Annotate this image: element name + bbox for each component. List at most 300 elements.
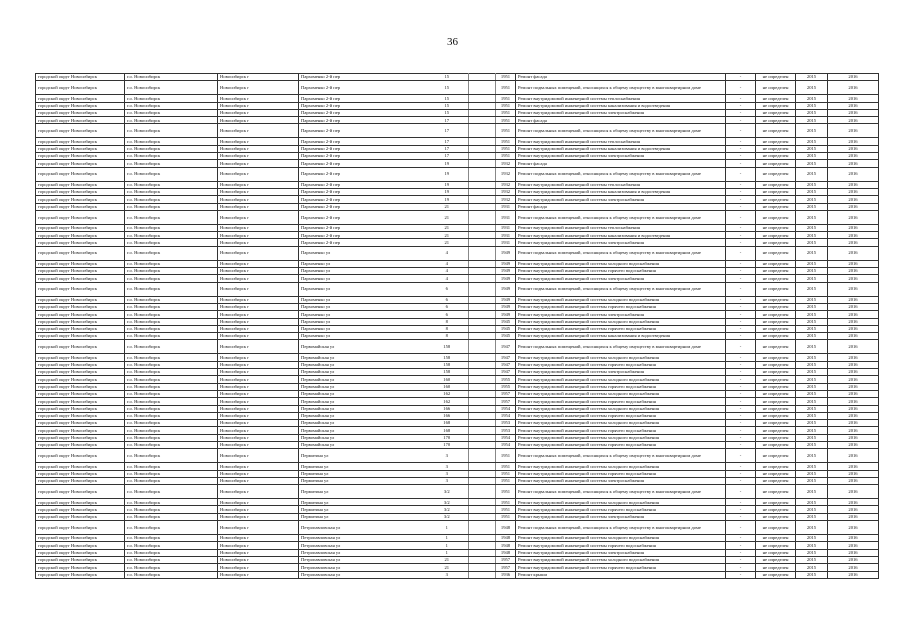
cost-status-cell: не определен	[756, 124, 796, 138]
table-row	[36, 477, 879, 484]
dash-value-cell: -	[726, 95, 756, 102]
dash-value-cell: -	[726, 556, 756, 563]
start-year-cell: 2015	[796, 420, 828, 427]
municipal-district-cell: г.о. Новосибирск	[125, 167, 218, 181]
municipality-cell: городской округ Новосибирск	[36, 398, 125, 405]
street-cell: Пархоменко 2-й пер	[299, 117, 426, 124]
year-built-cell: 1947	[496, 369, 516, 376]
city-cell: Новосибирск г	[218, 477, 299, 484]
street-cell: Пархоменко ул	[299, 246, 426, 260]
empty-cell	[469, 210, 496, 224]
empty-cell	[469, 405, 496, 412]
empty-cell	[469, 81, 496, 95]
work-type-cell: Ремонт подвальных помещений, относящихся к общему имуществу в многоквартирном доме	[516, 167, 726, 181]
year-built-cell: 1931	[496, 203, 516, 210]
start-year-cell: 2015	[796, 449, 828, 463]
municipal-district-cell: г.о. Новосибирск	[125, 470, 218, 477]
city-cell: Новосибирск г	[218, 311, 299, 318]
municipality-cell: городской округ Новосибирск	[36, 542, 125, 549]
municipality-cell: городской округ Новосибирск	[36, 81, 125, 95]
year-built-cell: 1951	[496, 102, 516, 109]
municipal-district-cell: г.о. Новосибирск	[125, 477, 218, 484]
year-built-cell: 1951	[496, 153, 516, 160]
street-cell: Пархоменко 2-й пер	[299, 188, 426, 195]
table-row	[36, 224, 879, 231]
municipality-cell: городской округ Новосибирск	[36, 499, 125, 506]
municipal-district-cell: г.о. Новосибирск	[125, 296, 218, 303]
street-cell: Первомайская ул	[299, 361, 426, 368]
city-cell: Новосибирск г	[218, 564, 299, 571]
year-built-cell: 1954	[496, 412, 516, 419]
municipality-cell: городской округ Новосибирск	[36, 246, 125, 260]
house-number-cell: 21	[426, 232, 469, 239]
year-built-cell: 1951	[496, 463, 516, 470]
house-number-cell: 15	[426, 102, 469, 109]
work-type-cell: Ремонт внутридомовой инженерной системы горячего водоснабжения	[516, 542, 726, 549]
year-built-cell: 1953	[496, 427, 516, 434]
year-built-cell: 1931	[496, 210, 516, 224]
start-year-cell: 2015	[796, 224, 828, 231]
table-row	[36, 398, 879, 405]
start-year-cell: 2015	[796, 117, 828, 124]
empty-cell	[469, 420, 496, 427]
street-cell: Первомайская ул	[299, 434, 426, 441]
municipality-cell: городской округ Новосибирск	[36, 427, 125, 434]
city-cell: Новосибирск г	[218, 542, 299, 549]
house-number-cell: 158	[426, 369, 469, 376]
dash-value-cell: -	[726, 102, 756, 109]
work-type-cell: Ремонт внутридомовой инженерной системы теплоснабжения	[516, 224, 726, 231]
city-cell: Новосибирск г	[218, 196, 299, 203]
house-number-cell: 1	[426, 549, 469, 556]
empty-cell	[469, 383, 496, 390]
dash-value-cell: -	[726, 506, 756, 513]
dash-value-cell: -	[726, 167, 756, 181]
table-row	[36, 434, 879, 441]
street-cell: Первомайская ул	[299, 405, 426, 412]
year-built-cell: 1949	[496, 311, 516, 318]
street-cell: Пархоменко 2-й пер	[299, 210, 426, 224]
street-cell: Пархоменко 2-й пер	[299, 181, 426, 188]
cost-status-cell: не определен	[756, 542, 796, 549]
work-type-cell: Ремонт внутридомовой инженерной системы холодного водоснабжения	[516, 556, 726, 563]
end-year-cell: 2016	[828, 167, 879, 181]
city-cell: Новосибирск г	[218, 181, 299, 188]
table-row	[36, 390, 879, 397]
work-type-cell: Ремонт подвальных помещений, относящихся к общему имуществу в многоквартирном доме	[516, 485, 726, 499]
start-year-cell: 2015	[796, 167, 828, 181]
municipal-district-cell: г.о. Новосибирск	[125, 549, 218, 556]
year-built-cell: 1947	[496, 354, 516, 361]
municipality-cell: городской округ Новосибирск	[36, 470, 125, 477]
work-type-cell: Ремонт внутридомовой инженерной системы холодного водоснабжения	[516, 260, 726, 267]
municipal-district-cell: г.о. Новосибирск	[125, 95, 218, 102]
cost-status-cell: не определен	[756, 138, 796, 145]
street-cell: Пархоменко ул	[299, 333, 426, 340]
city-cell: Новосибирск г	[218, 124, 299, 138]
dash-value-cell: -	[726, 369, 756, 376]
start-year-cell: 2015	[796, 325, 828, 332]
municipal-district-cell: г.о. Новосибирск	[125, 333, 218, 340]
dash-value-cell: -	[726, 325, 756, 332]
empty-cell	[469, 513, 496, 520]
table-body	[36, 74, 879, 579]
start-year-cell: 2015	[796, 145, 828, 152]
municipal-district-cell: г.о. Новосибирск	[125, 311, 218, 318]
street-cell: Петропавловская ул	[299, 521, 426, 535]
dash-value-cell: -	[726, 296, 756, 303]
year-built-cell: 1951	[496, 499, 516, 506]
table-row	[36, 333, 879, 340]
work-type-cell: Ремонт внутридомовой инженерной системы холодного водоснабжения	[516, 434, 726, 441]
table-row	[36, 311, 879, 318]
table-row	[36, 138, 879, 145]
start-year-cell: 2015	[796, 383, 828, 390]
empty-cell	[469, 268, 496, 275]
start-year-cell: 2015	[796, 434, 828, 441]
house-number-cell: 19	[426, 196, 469, 203]
table-row	[36, 383, 879, 390]
dash-value-cell: -	[726, 109, 756, 116]
municipal-district-cell: г.о. Новосибирск	[125, 74, 218, 81]
municipal-district-cell: г.о. Новосибирск	[125, 571, 218, 578]
municipal-district-cell: г.о. Новосибирск	[125, 275, 218, 282]
dash-value-cell: -	[726, 117, 756, 124]
table-row	[36, 102, 879, 109]
house-number-cell: 8	[426, 333, 469, 340]
empty-cell	[469, 485, 496, 499]
dash-value-cell: -	[726, 318, 756, 325]
dash-value-cell: -	[726, 412, 756, 419]
municipal-district-cell: г.о. Новосибирск	[125, 441, 218, 448]
table-row	[36, 376, 879, 383]
year-built-cell: 1951	[496, 117, 516, 124]
city-cell: Новосибирск г	[218, 275, 299, 282]
work-type-cell: Ремонт внутридомовой инженерной системы горячего водоснабжения	[516, 398, 726, 405]
city-cell: Новосибирск г	[218, 232, 299, 239]
municipal-district-cell: г.о. Новосибирск	[125, 542, 218, 549]
cost-status-cell: не определен	[756, 405, 796, 412]
dash-value-cell: -	[726, 124, 756, 138]
start-year-cell: 2015	[796, 470, 828, 477]
municipality-cell: городской округ Новосибирск	[36, 383, 125, 390]
year-built-cell: 1949	[496, 296, 516, 303]
year-built-cell: 1949	[496, 260, 516, 267]
dash-value-cell: -	[726, 260, 756, 267]
empty-cell	[469, 153, 496, 160]
municipal-district-cell: г.о. Новосибирск	[125, 160, 218, 167]
year-built-cell: 1931	[496, 224, 516, 231]
cost-status-cell: не определен	[756, 102, 796, 109]
city-cell: Новосибирск г	[218, 506, 299, 513]
municipal-district-cell: г.о. Новосибирск	[125, 412, 218, 419]
year-built-cell: 1951	[496, 74, 516, 81]
end-year-cell: 2016	[828, 109, 879, 116]
end-year-cell: 2016	[828, 160, 879, 167]
work-type-cell: Ремонт внутридомовой инженерной системы холодного водоснабжения	[516, 376, 726, 383]
table-row	[36, 145, 879, 152]
empty-cell	[469, 441, 496, 448]
dash-value-cell: -	[726, 564, 756, 571]
street-cell: Первомайская ул	[299, 369, 426, 376]
city-cell: Новосибирск г	[218, 138, 299, 145]
end-year-cell: 2016	[828, 556, 879, 563]
year-built-cell: 1947	[496, 340, 516, 354]
municipality-cell: городской округ Новосибирск	[36, 521, 125, 535]
street-cell: Пархоменко 2-й пер	[299, 196, 426, 203]
table-row	[36, 260, 879, 267]
empty-cell	[469, 196, 496, 203]
cost-status-cell: не определен	[756, 485, 796, 499]
cost-status-cell: не определен	[756, 470, 796, 477]
house-number-cell: 19	[426, 160, 469, 167]
year-built-cell: 1949	[496, 275, 516, 282]
dash-value-cell: -	[726, 383, 756, 390]
table-row	[36, 521, 879, 535]
empty-cell	[469, 246, 496, 260]
city-cell: Новосибирск г	[218, 390, 299, 397]
year-built-cell: 1949	[496, 246, 516, 260]
municipality-cell: городской округ Новосибирск	[36, 282, 125, 296]
house-number-cell: 17	[426, 138, 469, 145]
year-built-cell: 1949	[496, 282, 516, 296]
cost-status-cell: не определен	[756, 95, 796, 102]
municipality-cell: городской округ Новосибирск	[36, 303, 125, 310]
table-row	[36, 499, 879, 506]
table-row	[36, 564, 879, 571]
house-number-cell: 4	[426, 275, 469, 282]
municipal-district-cell: г.о. Новосибирск	[125, 420, 218, 427]
dash-value-cell: -	[726, 275, 756, 282]
municipal-district-cell: г.о. Новосибирск	[125, 303, 218, 310]
cost-status-cell: не определен	[756, 117, 796, 124]
work-type-cell: Ремонт внутридомовой инженерной системы холодного водоснабжения	[516, 463, 726, 470]
house-number-cell: 6	[426, 296, 469, 303]
house-number-cell: 21	[426, 556, 469, 563]
city-cell: Новосибирск г	[218, 246, 299, 260]
city-cell: Новосибирск г	[218, 109, 299, 116]
cost-status-cell: не определен	[756, 427, 796, 434]
street-cell: Петропавловская ул	[299, 556, 426, 563]
empty-cell	[469, 181, 496, 188]
empty-cell	[469, 311, 496, 318]
municipal-district-cell: г.о. Новосибирск	[125, 383, 218, 390]
municipality-cell: городской округ Новосибирск	[36, 441, 125, 448]
city-cell: Новосибирск г	[218, 303, 299, 310]
year-built-cell: 1932	[496, 196, 516, 203]
work-type-cell: Ремонт фасада	[516, 74, 726, 81]
cost-status-cell: не определен	[756, 354, 796, 361]
end-year-cell: 2016	[828, 354, 879, 361]
municipal-district-cell: г.о. Новосибирск	[125, 203, 218, 210]
table-row	[36, 361, 879, 368]
cost-status-cell: не определен	[756, 434, 796, 441]
empty-cell	[469, 354, 496, 361]
street-cell: Пермитина ул	[299, 449, 426, 463]
work-type-cell: Ремонт внутридомовой инженерной системы канализования и водоотведения	[516, 188, 726, 195]
empty-cell	[469, 203, 496, 210]
city-cell: Новосибирск г	[218, 74, 299, 81]
street-cell: Пермитина ул	[299, 513, 426, 520]
municipality-cell: городской округ Новосибирск	[36, 268, 125, 275]
start-year-cell: 2015	[796, 203, 828, 210]
cost-status-cell: не определен	[756, 412, 796, 419]
end-year-cell: 2016	[828, 210, 879, 224]
house-number-cell: 21	[426, 564, 469, 571]
city-cell: Новосибирск г	[218, 499, 299, 506]
start-year-cell: 2015	[796, 441, 828, 448]
end-year-cell: 2016	[828, 506, 879, 513]
municipality-cell: городской округ Новосибирск	[36, 181, 125, 188]
dash-value-cell: -	[726, 521, 756, 535]
empty-cell	[469, 499, 496, 506]
house-number-cell: 4	[426, 246, 469, 260]
municipal-district-cell: г.о. Новосибирск	[125, 449, 218, 463]
dash-value-cell: -	[726, 405, 756, 412]
empty-cell	[469, 449, 496, 463]
table-row	[36, 196, 879, 203]
municipality-cell: городской округ Новосибирск	[36, 333, 125, 340]
street-cell: Пермитина ул	[299, 470, 426, 477]
end-year-cell: 2016	[828, 74, 879, 81]
year-built-cell: 1951	[496, 513, 516, 520]
house-number-cell: 166	[426, 412, 469, 419]
end-year-cell: 2016	[828, 196, 879, 203]
city-cell: Новосибирск г	[218, 318, 299, 325]
table-row	[36, 449, 879, 463]
start-year-cell: 2015	[796, 138, 828, 145]
municipality-cell: городской округ Новосибирск	[36, 405, 125, 412]
work-type-cell: Ремонт внутридомовой инженерной системы холодного водоснабжения	[516, 390, 726, 397]
end-year-cell: 2016	[828, 571, 879, 578]
work-type-cell: Ремонт внутридомовой инженерной системы горячего водоснабжения	[516, 470, 726, 477]
municipality-cell: городской округ Новосибирск	[36, 506, 125, 513]
street-cell: Первомайская ул	[299, 354, 426, 361]
municipal-district-cell: г.о. Новосибирск	[125, 325, 218, 332]
street-cell: Пархоменко 2-й пер	[299, 224, 426, 231]
house-number-cell: 21	[426, 210, 469, 224]
start-year-cell: 2015	[796, 296, 828, 303]
end-year-cell: 2016	[828, 232, 879, 239]
street-cell: Первомайская ул	[299, 340, 426, 354]
start-year-cell: 2015	[796, 282, 828, 296]
year-built-cell: 1957	[496, 564, 516, 571]
municipal-district-cell: г.о. Новосибирск	[125, 318, 218, 325]
year-built-cell: 1951	[496, 477, 516, 484]
cost-status-cell: не определен	[756, 167, 796, 181]
work-type-cell: Ремонт внутридомовой инженерной системы канализования и водоотведения	[516, 333, 726, 340]
work-type-cell: Ремонт подвальных помещений, относящихся к общему имуществу в многоквартирном доме	[516, 246, 726, 260]
table-row	[36, 556, 879, 563]
municipality-cell: городской округ Новосибирск	[36, 340, 125, 354]
year-built-cell: 1947	[496, 361, 516, 368]
dash-value-cell: -	[726, 203, 756, 210]
municipality-cell: городской округ Новосибирск	[36, 109, 125, 116]
work-type-cell: Ремонт внутридомовой инженерной системы горячего водоснабжения	[516, 325, 726, 332]
end-year-cell: 2016	[828, 224, 879, 231]
work-type-cell: Ремонт крыши	[516, 571, 726, 578]
start-year-cell: 2015	[796, 210, 828, 224]
street-cell: Пархоменко 2-й пер	[299, 203, 426, 210]
dash-value-cell: -	[726, 81, 756, 95]
end-year-cell: 2016	[828, 325, 879, 332]
house-number-cell: 162	[426, 390, 469, 397]
city-cell: Новосибирск г	[218, 556, 299, 563]
city-cell: Новосибирск г	[218, 260, 299, 267]
municipality-cell: городской округ Новосибирск	[36, 95, 125, 102]
municipality-cell: городской округ Новосибирск	[36, 275, 125, 282]
street-cell: Пархоменко 2-й пер	[299, 124, 426, 138]
table-row	[36, 232, 879, 239]
empty-cell	[469, 340, 496, 354]
work-type-cell: Ремонт внутридомовой инженерной системы холодного водоснабжения	[516, 499, 726, 506]
municipal-district-cell: г.о. Новосибирск	[125, 521, 218, 535]
end-year-cell: 2016	[828, 361, 879, 368]
municipal-district-cell: г.о. Новосибирск	[125, 427, 218, 434]
house-number-cell: 15	[426, 81, 469, 95]
municipality-cell: городской округ Новосибирск	[36, 463, 125, 470]
municipal-district-cell: г.о. Новосибирск	[125, 485, 218, 499]
cost-status-cell: не определен	[756, 420, 796, 427]
dash-value-cell: -	[726, 303, 756, 310]
house-number-cell: 21	[426, 224, 469, 231]
start-year-cell: 2015	[796, 95, 828, 102]
table-row	[36, 268, 879, 275]
street-cell: Пархоменко ул	[299, 311, 426, 318]
work-type-cell: Ремонт внутридомовой инженерной системы холодного водоснабжения	[516, 318, 726, 325]
dash-value-cell: -	[726, 210, 756, 224]
cost-status-cell: не определен	[756, 449, 796, 463]
cost-status-cell: не определен	[756, 275, 796, 282]
cost-status-cell: не определен	[756, 513, 796, 520]
work-type-cell: Ремонт подвальных помещений, относящихся к общему имуществу в многоквартирном доме	[516, 340, 726, 354]
empty-cell	[469, 463, 496, 470]
house-number-cell: 17	[426, 153, 469, 160]
municipal-district-cell: г.о. Новосибирск	[125, 260, 218, 267]
house-number-cell: 15	[426, 74, 469, 81]
municipal-district-cell: г.о. Новосибирск	[125, 369, 218, 376]
work-type-cell: Ремонт внутридомовой инженерной системы горячего водоснабжения	[516, 441, 726, 448]
municipal-district-cell: г.о. Новосибирск	[125, 556, 218, 563]
end-year-cell: 2016	[828, 95, 879, 102]
municipality-cell: городской округ Новосибирск	[36, 513, 125, 520]
year-built-cell: 1931	[496, 239, 516, 246]
municipal-district-cell: г.о. Новосибирск	[125, 405, 218, 412]
house-number-cell: 8	[426, 325, 469, 332]
cost-status-cell: не определен	[756, 318, 796, 325]
municipality-cell: городской округ Новосибирск	[36, 232, 125, 239]
street-cell: Первомайская ул	[299, 412, 426, 419]
empty-cell	[469, 369, 496, 376]
end-year-cell: 2016	[828, 485, 879, 499]
end-year-cell: 2016	[828, 102, 879, 109]
table-row	[36, 318, 879, 325]
dash-value-cell: -	[726, 449, 756, 463]
municipal-district-cell: г.о. Новосибирск	[125, 181, 218, 188]
street-cell: Петропавловская ул	[299, 542, 426, 549]
start-year-cell: 2015	[796, 74, 828, 81]
year-built-cell: 1949	[496, 268, 516, 275]
street-cell: Пархоменко 2-й пер	[299, 138, 426, 145]
table-row	[36, 117, 879, 124]
street-cell: Петропавловская ул	[299, 549, 426, 556]
cost-status-cell: не определен	[756, 369, 796, 376]
year-built-cell: 1945	[496, 325, 516, 332]
cost-status-cell: не определен	[756, 463, 796, 470]
municipal-district-cell: г.о. Новосибирск	[125, 138, 218, 145]
year-built-cell: 1932	[496, 160, 516, 167]
street-cell: Петропавловская ул	[299, 535, 426, 542]
